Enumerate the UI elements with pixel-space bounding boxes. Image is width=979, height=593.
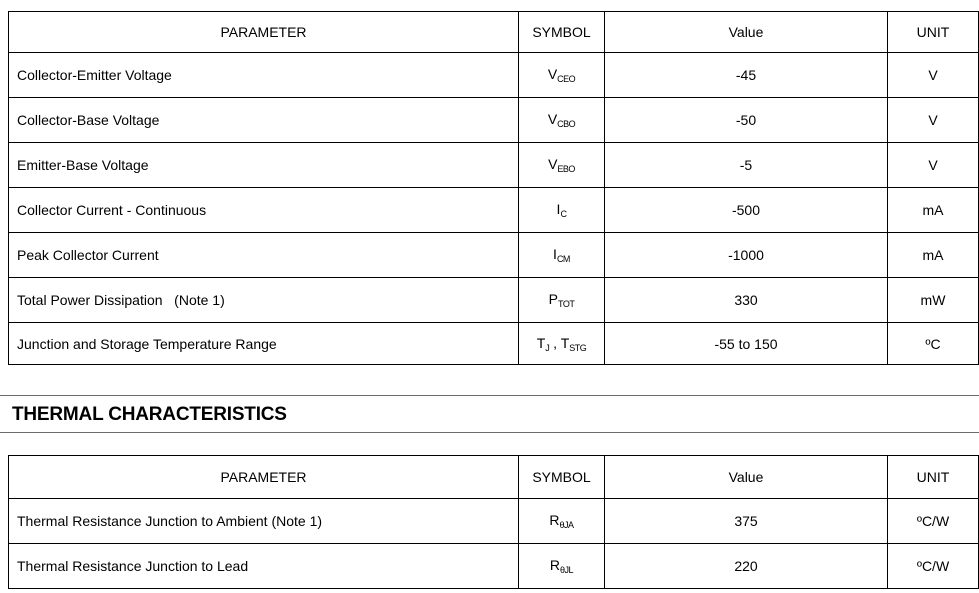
value-cell: 220: [605, 544, 888, 589]
parameter-cell: Junction and Storage Temperature Range: [9, 323, 519, 365]
parameter-cell: Peak Collector Current: [9, 233, 519, 278]
parameter-cell: Thermal Resistance Junction to Lead: [9, 544, 519, 589]
parameter-cell: Thermal Resistance Junction to Ambient (Note 1): [9, 499, 519, 544]
symbol-cell: [519, 278, 605, 323]
symbol-subscript: EBO: [557, 164, 575, 174]
header-symbol: SYMBOL: [519, 12, 605, 53]
value-cell: -500: [605, 188, 888, 233]
symbol-subscript: J: [545, 342, 550, 353]
symbol-subscript: C: [560, 209, 567, 219]
table-row: [9, 53, 979, 98]
symbol-cell: [519, 143, 605, 188]
section-title: THERMAL CHARACTERISTICS: [12, 404, 287, 425]
value-cell: -1000: [605, 233, 888, 278]
header-value: Value: [605, 12, 888, 53]
symbol-main: I: [556, 201, 561, 217]
table-row: [9, 143, 979, 188]
table-row: [9, 188, 979, 233]
symbol-cell: [519, 233, 605, 278]
symbol-cell: [519, 323, 605, 365]
symbol-main: R: [549, 557, 561, 573]
symbol-subscript: θJL: [560, 565, 574, 575]
symbol-main: P: [548, 291, 558, 307]
table-row: [9, 233, 979, 278]
table-row: [9, 499, 979, 544]
unit-cell: V: [888, 98, 979, 143]
symbol-subscript: CM: [556, 254, 570, 264]
unit-cell: mA: [888, 188, 979, 233]
symbol-cell: [519, 98, 605, 143]
symbol-main: V: [547, 66, 558, 82]
section-band: [0, 395, 979, 433]
parameter-cell: Total Power Dissipation (Note 1): [9, 278, 519, 323]
table-row: [9, 278, 979, 323]
unit-cell: ºC/W: [888, 499, 979, 544]
value-cell: -50: [605, 98, 888, 143]
unit-cell: ºC: [888, 323, 979, 365]
unit-cell: V: [888, 53, 979, 98]
symbol-cell: [519, 53, 605, 98]
header-parameter: PARAMETER: [9, 12, 519, 53]
header-unit: UNIT: [888, 12, 979, 53]
symbol-separator: ,: [549, 334, 561, 351]
value-cell: -45: [605, 53, 888, 98]
value-cell: -55 to 150: [605, 323, 888, 365]
unit-cell: V: [888, 143, 979, 188]
symbol-subscript: TOT: [558, 299, 575, 309]
header-value: Value: [605, 456, 888, 499]
parameter-cell: Emitter-Base Voltage: [9, 143, 519, 188]
symbol-main: R: [549, 512, 560, 528]
unit-cell: mA: [888, 233, 979, 278]
header-parameter: PARAMETER: [9, 456, 519, 499]
symbol-subscript: CEO: [557, 74, 576, 84]
symbol-main: T: [560, 334, 570, 351]
symbol-main: I: [553, 246, 557, 262]
table-row: [9, 323, 979, 365]
unit-cell: mW: [888, 278, 979, 323]
parameter-cell: Collector-Emitter Voltage: [9, 53, 519, 98]
symbol-main: V: [547, 111, 558, 127]
header-unit: UNIT: [888, 456, 979, 499]
table-row: [9, 98, 979, 143]
table-header-row: [9, 456, 979, 499]
thermal-table: [8, 455, 979, 589]
value-cell: 330: [605, 278, 888, 323]
symbol-cell: [519, 544, 605, 589]
parameter-cell: Collector Current - Continuous: [9, 188, 519, 233]
table-header-row: [9, 12, 979, 53]
unit-cell: ºC/W: [888, 544, 979, 589]
header-symbol: SYMBOL: [519, 456, 605, 499]
max-ratings-table: [8, 11, 979, 365]
value-cell: 375: [605, 499, 888, 544]
symbol-cell: [519, 188, 605, 233]
symbol-cell: [519, 499, 605, 544]
parameter-cell: Collector-Base Voltage: [9, 98, 519, 143]
symbol-subscript: STG: [569, 342, 587, 353]
value-cell: -5: [605, 143, 888, 188]
symbol-main: V: [548, 156, 558, 172]
symbol-subscript: CBO: [557, 119, 576, 129]
symbol-main: T: [536, 334, 546, 351]
symbol-subscript: θJA: [559, 520, 574, 530]
table-row: [9, 544, 979, 589]
